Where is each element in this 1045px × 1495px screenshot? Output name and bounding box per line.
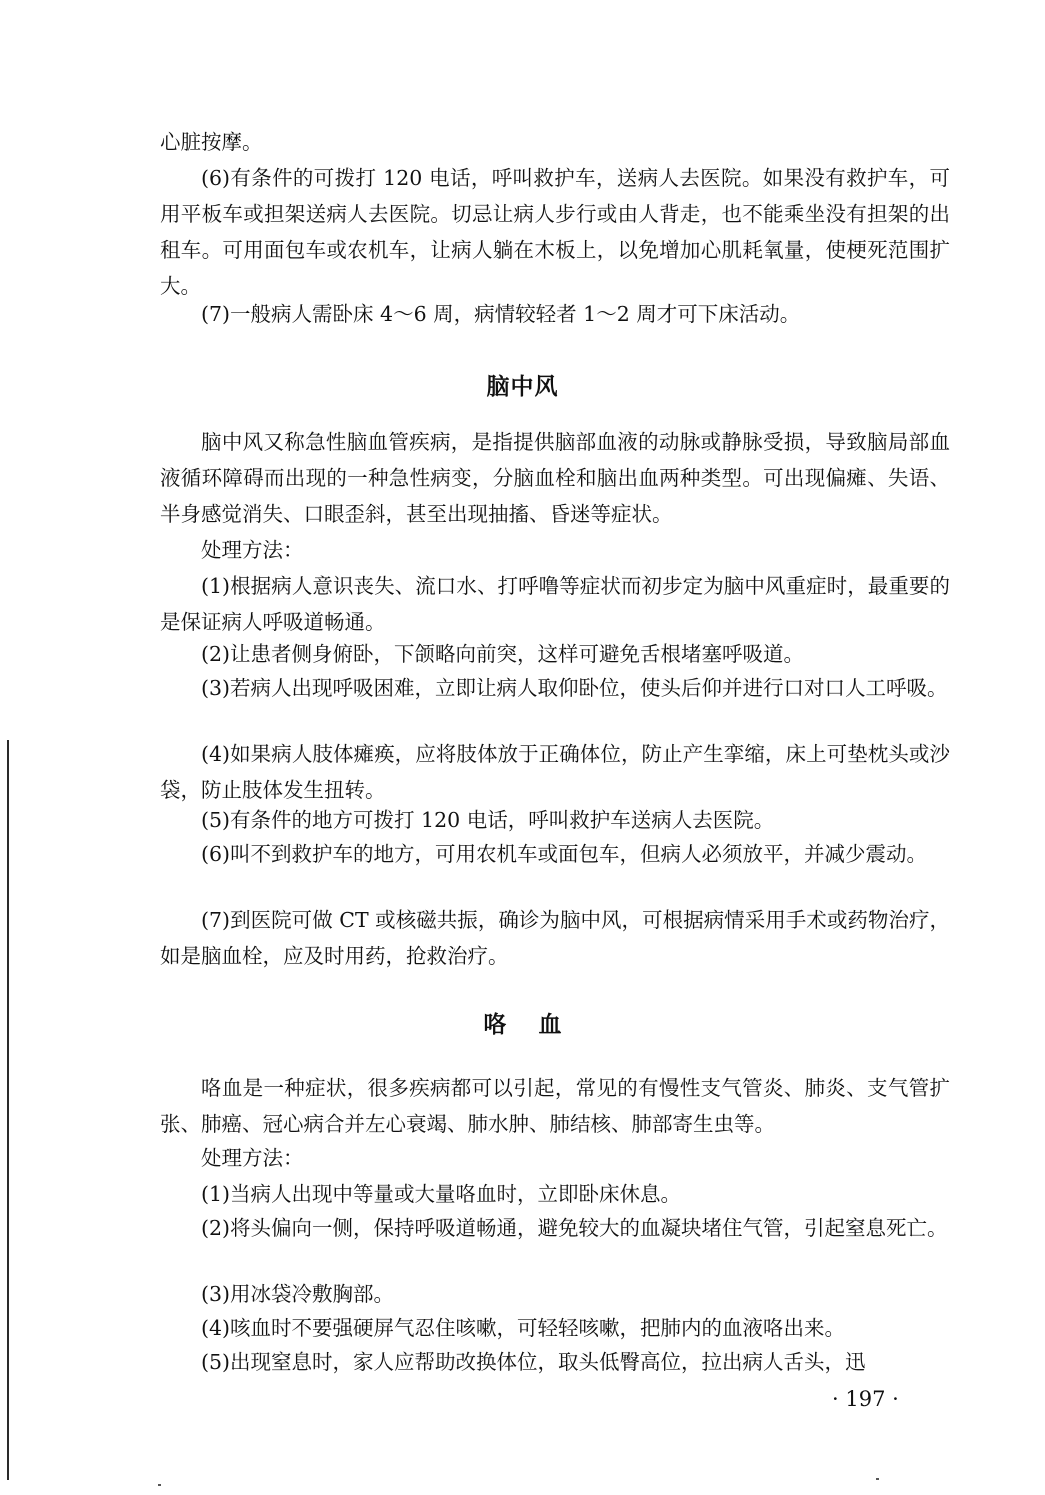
stroke-step: (4)如果病人肢体瘫痪，应将肢体放于正确体位，防止产生挛缩，床上可垫枕头或沙袋，防止肢体发生扭转。 — [160, 742, 950, 802]
hemoptysis-method-label: 处理方法： — [201, 1146, 304, 1170]
stroke-step: (7)到医院可做 CT 或核磁共振，确诊为脑中风，可根据病情采用手术或药物治疗，如是脑血栓，应及时用药，抢救治疗。 — [160, 908, 950, 968]
paragraph-hemoptysis-intro: 咯血是一种症状，很多疾病都可以引起，常见的有慢性支气管炎、肺炎、支气管扩张、肺癌、冠心病合并左心衰竭、肺水肿、肺结核、肺部寄生虫等。 — [160, 1076, 950, 1136]
stroke-step: (5)有条件的地方可拨打 120 电话，呼叫救护车送病人去医院。 — [201, 808, 775, 832]
hemoptysis-step: (3)用冰袋冷敷胸部。 — [201, 1282, 395, 1306]
paragraph-step-7-bedrest: (7)一般病人需卧床 4～6 周，病情较轻者 1～2 周才可下床活动。 — [201, 302, 801, 326]
section-title-stroke: 脑中风 — [486, 374, 559, 400]
scan-edge-line — [7, 740, 9, 1480]
hemoptysis-step: (1)当病人出现中等量或大量咯血时，立即卧床休息。 — [201, 1182, 682, 1206]
paragraph-stroke-intro: 脑中风又称急性脑血管疾病，是指提供脑部血液的动脉或静脉受损，导致脑局部血液循环障碍而出现的一种急性病变，分脑血栓和脑出血两种类型。可出现偏瘫、失语、半身感觉消失、口眼歪斜，甚至出现抽搐、昏迷等症状。 — [160, 430, 950, 526]
stroke-method-label: 处理方法： — [201, 538, 304, 562]
stroke-step: (3)若病人出现呼吸困难，立即让病人取仰卧位，使头后仰并进行口对口人工呼吸。 — [201, 676, 948, 700]
scan-speck — [158, 1484, 161, 1486]
paragraph-continuation: 心脏按摩。 — [160, 130, 263, 154]
stroke-step: (6)叫不到救护车的地方，可用农机车或面包车，但病人必须放平，并减少震动。 — [201, 842, 928, 866]
stroke-step: (1)根据病人意识丧失、流口水、打呼噜等症状而初步定为脑中风重症时，最重要的是保证病人呼吸道畅通。 — [160, 574, 950, 634]
stroke-step: (2)让患者侧身俯卧，下颌略向前突，这样可避免舌根堵塞呼吸道。 — [201, 642, 805, 666]
page-number: · 197 · — [832, 1387, 899, 1411]
hemoptysis-step: (2)将头偏向一侧，保持呼吸道畅通，避免较大的血凝块堵住气管，引起窒息死亡。 — [201, 1216, 948, 1240]
hemoptysis-step: (4)咳血时不要强硬屏气忍住咳嗽，可轻轻咳嗽，把肺内的血液咯出来。 — [201, 1316, 846, 1340]
scan-speck — [876, 1478, 879, 1480]
paragraph-step-6-ambulance: (6)有条件的可拨打 120 电话，呼叫救护车，送病人去医院。如果没有救护车，可用平板车或担架送病人去医院。切忌让病人步行或由人背走，也不能乘坐没有担架的出租车。可用面包车或农机车，让病人躺在木板上，以免增加心肌耗氧量，使梗死范围扩大。 — [160, 166, 950, 298]
hemoptysis-step: (5)出现窒息时，家人应帮助改换体位，取头低臀高位，拉出病人舌头，迅 — [201, 1350, 866, 1374]
section-title-hemoptysis: 咯血 — [483, 1012, 594, 1038]
